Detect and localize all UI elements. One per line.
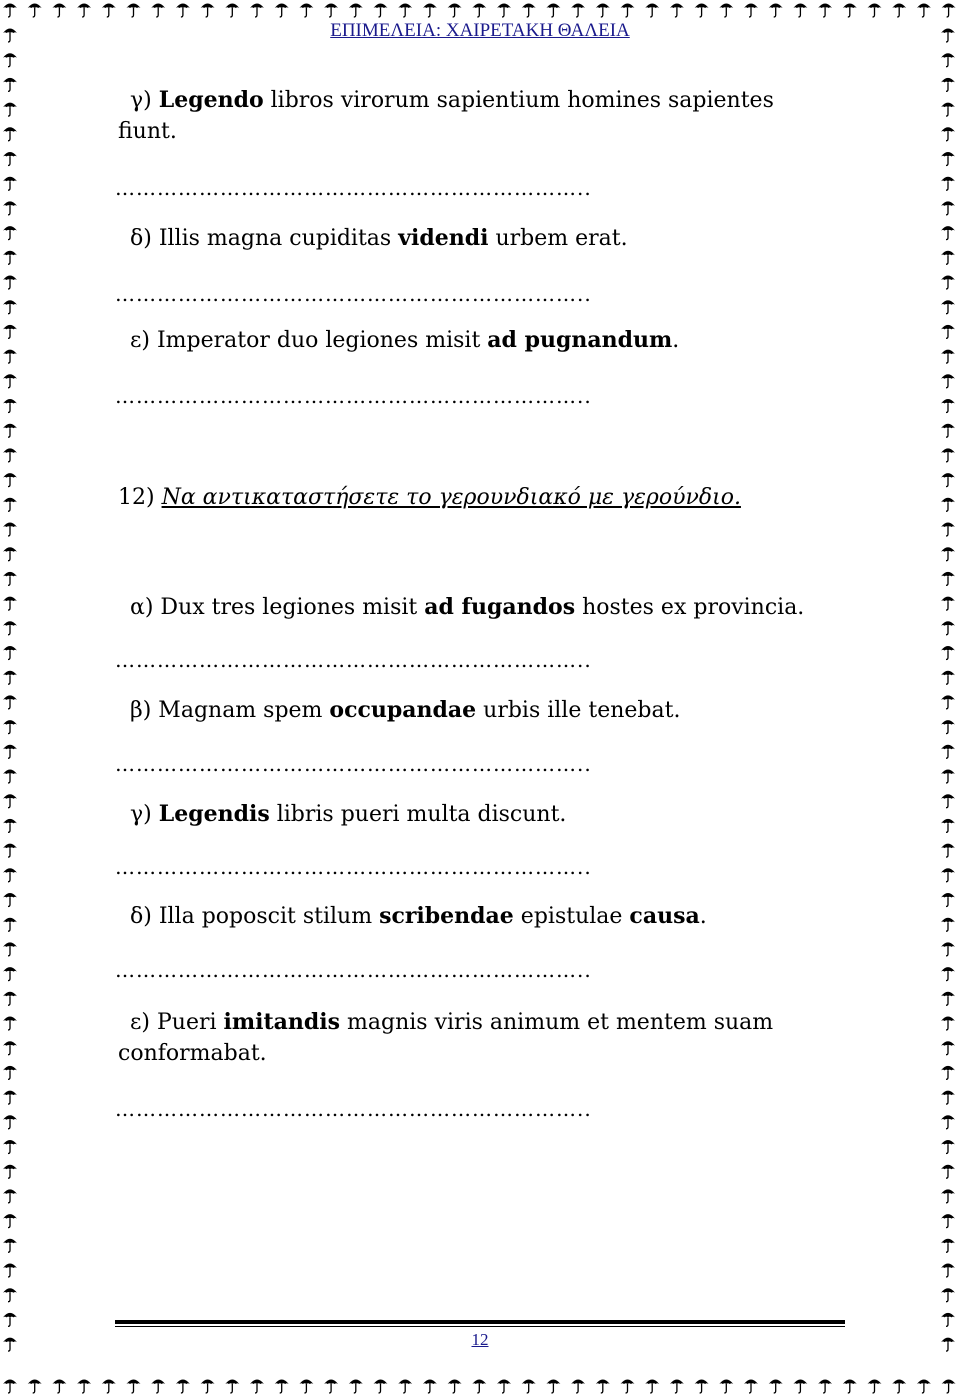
item-bold-term: ad pugnandum bbox=[487, 327, 673, 353]
item-prefix: β) Magnam spem bbox=[130, 698, 330, 723]
item-bold-term: Legendo bbox=[158, 87, 264, 113]
item-prefix: ε) Pueri bbox=[130, 1010, 224, 1035]
item-bold-term: Legendis bbox=[158, 801, 270, 827]
item-text: . bbox=[672, 328, 680, 353]
item-text: libris pueri multa discunt. bbox=[269, 802, 567, 827]
item-bold-term: ad fugandos bbox=[424, 594, 576, 620]
item-bold-term: occupandae bbox=[329, 697, 477, 723]
page-number: 12 bbox=[471, 1330, 489, 1349]
item-prefix: γ) bbox=[130, 802, 159, 827]
item-continuation: fiunt. bbox=[118, 119, 177, 144]
exercise-item bbox=[118, 798, 870, 831]
exercise-item bbox=[118, 84, 870, 117]
answer-line: ………………………………………………………….. bbox=[115, 958, 592, 982]
exercise-item bbox=[118, 1006, 870, 1039]
item-text: libros virorum sapientium homines sapientes bbox=[263, 88, 774, 113]
item-text: . bbox=[699, 904, 707, 929]
item-bold-term: imitandis bbox=[223, 1009, 341, 1035]
exercise-heading bbox=[118, 482, 741, 514]
item-prefix: α) Dux tres legiones misit bbox=[130, 595, 425, 620]
item-text: urbem erat. bbox=[488, 226, 628, 251]
exercise-instruction: Να αντικαταστήσετε το γερουνδιακό με γερούνδιο. bbox=[161, 485, 741, 510]
answer-line: ………………………………………………………….. bbox=[115, 1097, 592, 1121]
footer-rule bbox=[115, 1320, 845, 1324]
exercise-number: 12) bbox=[118, 485, 162, 510]
item-prefix: δ) Illis magna cupiditas bbox=[130, 226, 399, 251]
item-text: magnis viris animum et mentem suam bbox=[340, 1010, 774, 1035]
exercise-item bbox=[118, 222, 870, 255]
item-bold-term: videndi bbox=[398, 225, 489, 251]
exercise-item bbox=[118, 324, 870, 357]
item-text: epistulae bbox=[513, 904, 630, 929]
item-prefix: δ) Illa poposcit stilum bbox=[130, 904, 380, 929]
answer-line: ………………………………………………………….. bbox=[115, 384, 592, 408]
item-prefix: γ) bbox=[130, 88, 159, 113]
answer-line: ………………………………………………………….. bbox=[115, 752, 592, 776]
item-prefix: ε) Imperator duo legiones misit bbox=[130, 328, 488, 353]
answer-line: ………………………………………………………….. bbox=[115, 855, 592, 879]
item-text: hostes ex provincia. bbox=[575, 595, 805, 620]
item-bold-term: causa bbox=[629, 903, 700, 929]
item-text: urbis ille tenebat. bbox=[476, 698, 681, 723]
answer-line: ………………………………………………………….. bbox=[115, 282, 592, 306]
exercise-item bbox=[118, 694, 870, 727]
exercise-item bbox=[118, 900, 870, 933]
item-bold-term: scribendae bbox=[379, 903, 514, 929]
answer-line: ………………………………………………………….. bbox=[115, 648, 592, 672]
answer-line: ………………………………………………………….. bbox=[115, 176, 592, 200]
exercise-item bbox=[118, 591, 870, 624]
footer-rule-thin bbox=[115, 1326, 845, 1327]
item-continuation: conformabat. bbox=[118, 1041, 267, 1066]
page-header: ΕΠΙΜΕΛΕΙΑ: ΧΑΙΡΕΤΑΚΗ ΘΑΛΕΙΑ bbox=[330, 20, 630, 41]
